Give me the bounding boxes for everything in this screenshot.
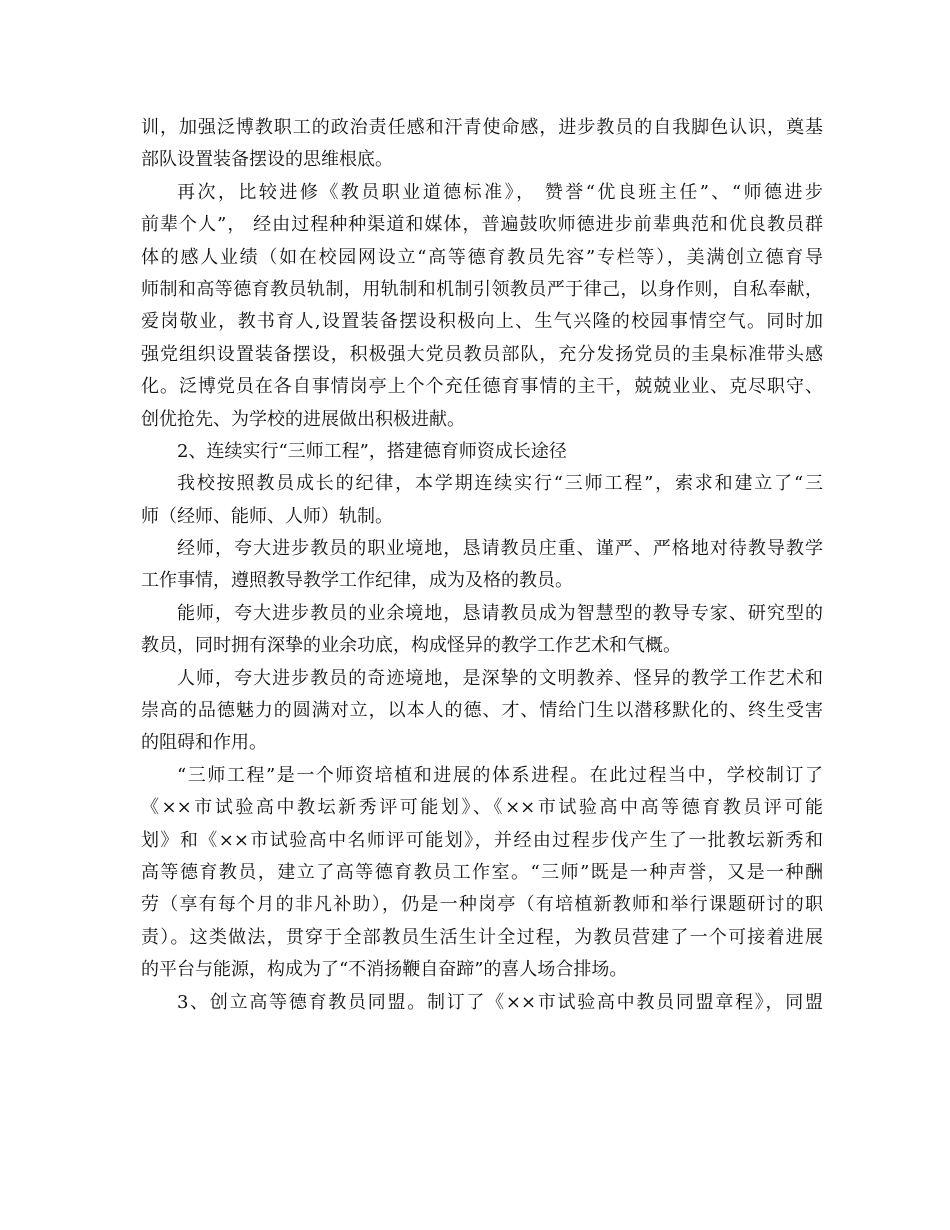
text-line: 劳（享有每个月的非凡补助），仍是一种岗亭（有培植新教师和举行课题研讨的职 xyxy=(141,894,823,916)
text-line: 部队设置装备摆设的思维根底。 xyxy=(141,149,393,171)
text-line: 高等德育教员，建立了高等德育教员工作室。“三师”既是一种声誉，又是一种酬 xyxy=(141,861,823,883)
text-line: 经师，夸大进步教员的职业境地，恳请教员庄重、谨严、严格地对待教导教学 xyxy=(177,538,823,560)
text-line: 工作事情，遵照教导教学工作纪律，成为及格的教员。 xyxy=(141,570,573,592)
text-line: 师（经师、能师、人师）轨制。 xyxy=(141,505,393,527)
text-line: 教员，同时拥有深挚的业余功底，构成怪异的教学工作艺术和气概。 xyxy=(141,635,681,657)
text-line: 人师，夸大进步教员的奇迹境地，是深挚的文明教养、怪异的教学工作艺术和 xyxy=(177,667,823,689)
text-line: 3、创立高等德育教员同盟。制订了《××市试验高中教员同盟章程》，同盟 xyxy=(177,991,823,1013)
text-line: “三师工程”是一个师资培植和进展的体系进程。在此过程当中，学校制订了 xyxy=(177,764,823,786)
text-line: 的平台与能源，构成为了“不消扬鞭自奋蹄”的喜人场合排场。 xyxy=(141,959,628,981)
text-line: 前辈个人”， 经由过程种种渠道和媒体，普遍鼓吹师德进步前辈典范和优良教员群 xyxy=(141,214,823,236)
text-line: 责）。这类做法，贯穿于全部教员生活生计全过程，为教员营建了一个可接着进展 xyxy=(141,926,823,948)
text-line: 强党组织设置装备摆设，积极强大党员教员部队，充分发扬党员的圭臬标准带头感 xyxy=(141,343,823,365)
text-line: 训，加强泛博教职工的政治责任感和汗青使命感，进步教员的自我脚色认识，奠基 xyxy=(141,117,823,138)
text-line: 崇高的品德魅力的圆满对立，以本人的德、才、情给门生以潜移默化的、终生受害 xyxy=(141,700,823,722)
text-line: 师制和高等德育教员轨制，用轨制和机制引领教员严于律己，以身作则，自私奉献， xyxy=(141,278,823,300)
text-line: 划》和《××市试验高中名师评可能划》，并经由过程步伐产生了一批教坛新秀和 xyxy=(141,829,823,851)
text-line: 创优抢先、为学校的进展做出积极进献。 xyxy=(141,408,465,430)
document-body xyxy=(141,112,823,1019)
text-line: 的阻碍和作用。 xyxy=(141,732,267,754)
text-line: 再次，比较进修《教员职业道德标准》， 赞誉“优良班主任”、“师德进步 xyxy=(177,181,823,203)
text-line: 我校按照教员成长的纪律，本学期连续实行“三师工程”，索求和建立了“三 xyxy=(177,473,823,495)
text-line: 能师，夸大进步教员的业余境地，恳请教员成为智慧型的教导专家、研究型的 xyxy=(177,602,823,624)
text-line: 《××市试验高中教坛新秀评可能划》、《××市试验高中高等德育教员评可能 xyxy=(141,797,823,819)
text-line: 化。泛博党员在各自事情岗亭上个个充任德育事情的主干，兢兢业业、克尽职守、 xyxy=(141,376,823,398)
text-line: 2、连续实行“三师工程”，搭建德育师资成长途径 xyxy=(177,440,567,462)
text-line: 体的感人业绩（如在校园网设立“高等德育教员先容”专栏等），美满创立德育导 xyxy=(141,246,823,268)
text-line: 爱岗敬业，教书育人,设置装备摆设积极向上、生气兴隆的校园事情空气。同时加 xyxy=(141,311,823,333)
